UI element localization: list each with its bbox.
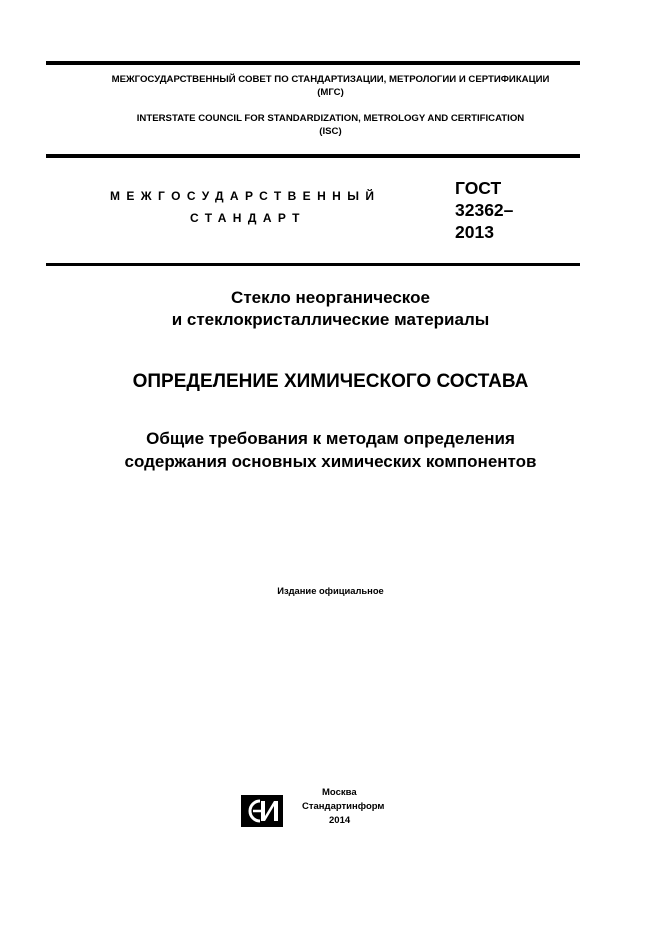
gost-number: 32362–	[455, 200, 514, 220]
gost-year: 2013	[455, 222, 494, 242]
gost-designation	[455, 177, 575, 243]
top-rule	[46, 61, 580, 65]
standard-type-line1: МЕЖГОСУДАРСТВЕННЫЙ	[110, 189, 381, 203]
gost-label: ГОСТ	[455, 178, 502, 198]
publisher-year: 2014	[329, 815, 351, 826]
middle-rule	[46, 154, 580, 158]
standard-type-line2: СТАНДАРТ	[190, 211, 306, 225]
main-title: ОПРЕДЕЛЕНИЕ ХИМИЧЕСКОГО СОСТАВА	[132, 371, 529, 392]
bottom-rule	[46, 263, 580, 266]
subject-line-1: Стекло неорганическое	[231, 288, 430, 307]
publisher-name: Стандартинформ	[302, 801, 385, 812]
subject-line-2: и стеклокристаллические материалы	[171, 310, 490, 329]
council-en: INTERSTATE COUNCIL FOR STANDARDIZATION, METROLOGY AND CERTIFICATION	[136, 113, 525, 124]
subtitle-line-2: содержания основных химических компонентов	[124, 452, 537, 471]
edition-label: Издание официальное	[277, 585, 384, 596]
subtitle-line-1: Общие требования к методам определения	[146, 429, 515, 448]
council-ru-abbr: (МГС)	[317, 87, 344, 98]
council-en-abbr: (ISC)	[319, 126, 342, 137]
publisher-city: Москва	[322, 787, 357, 798]
council-ru: МЕЖГОСУДАРСТВЕННЫЙ СОВЕТ ПО СТАНДАРТИЗАЦИИ, МЕТРОЛОГИИ И СЕРТИФИКАЦИИ	[111, 74, 550, 85]
standartinform-logo-icon	[241, 795, 283, 827]
